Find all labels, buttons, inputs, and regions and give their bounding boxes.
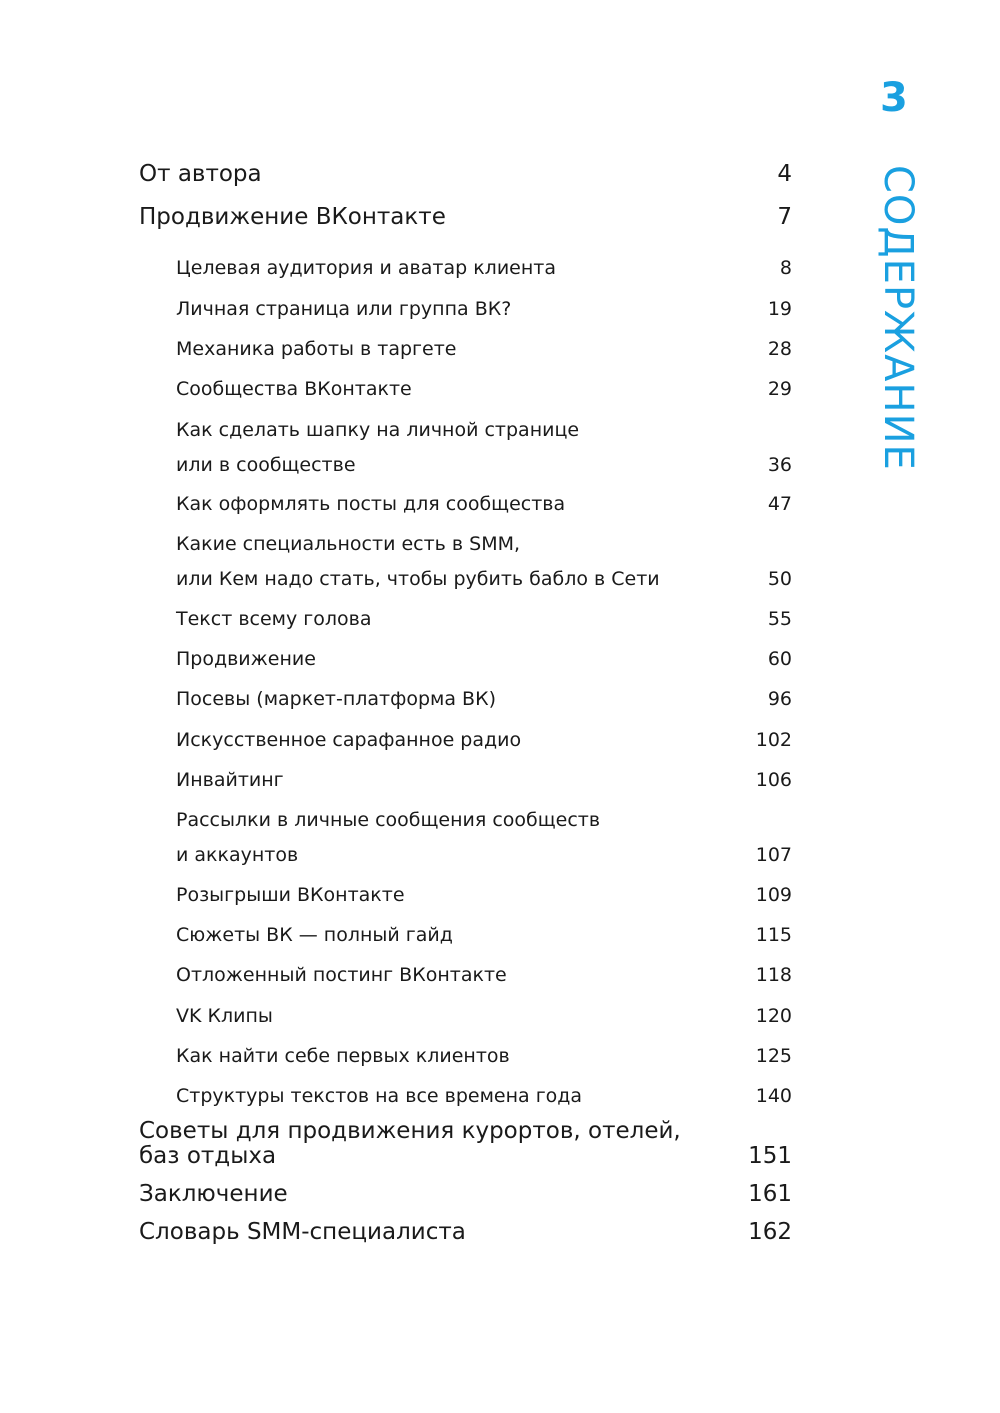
toc-entry-title: Как оформлять посты для сообщества [176, 493, 566, 515]
toc-entry-title: Заключение [139, 1181, 288, 1207]
toc-entry-page: 7 [777, 204, 792, 230]
toc-entry-page: 36 [767, 454, 792, 476]
toc-entry-title: Целевая аудитория и аватар клиента [176, 257, 556, 279]
toc-entry-title: Искусственное сарафанное радио [176, 729, 522, 751]
toc-entry-title: От автора [139, 161, 262, 187]
toc-entry-page: 8 [779, 257, 792, 279]
toc-entry-title: баз отдыха [139, 1143, 277, 1169]
toc-entry-page: 125 [755, 1045, 792, 1067]
toc-entry-title: Как найти себе первых клиентов [176, 1045, 510, 1067]
toc-entry-title: Текст всему голова [176, 608, 372, 630]
toc-entry-page: 50 [767, 568, 792, 590]
toc-entry-title: Инвайтинг [176, 769, 284, 791]
toc-entry-title: Посевы (маркет-платформа ВК) [176, 688, 496, 710]
toc-entry-title: Продвижение [176, 648, 316, 670]
toc-entry-title: Продвижение ВКонтакте [139, 204, 446, 230]
toc-entry-page: 106 [755, 769, 792, 791]
toc-entry-title: Рассылки в личные сообщения сообществ [176, 809, 601, 831]
toc-entry-page: 60 [767, 648, 792, 670]
toc-entry-page: 162 [748, 1219, 792, 1245]
toc-entry-title: Сюжеты ВК — полный гайд [176, 924, 453, 946]
toc-entry-page: 4 [777, 161, 792, 187]
toc-entry-page: 140 [755, 1085, 792, 1107]
toc-entry-title: Отложенный постинг ВКонтакте [176, 964, 507, 986]
toc-entry-page: 28 [767, 338, 792, 360]
page-number: 3 [880, 75, 908, 121]
toc-entry-title: или Кем надо стать, чтобы рубить бабло в Сети [176, 568, 660, 590]
toc-entry-title: Личная страница или группа ВК? [176, 298, 512, 320]
toc-entry-page: 47 [767, 493, 792, 515]
toc-entry-title: Розыгрыши ВКонтакте [176, 884, 405, 906]
toc-entry-page: 151 [748, 1143, 792, 1169]
toc-entry-page: 29 [767, 378, 792, 400]
toc-entry-title: Сообщества ВКонтакте [176, 378, 412, 400]
toc-entry-page: 107 [755, 844, 792, 866]
toc-entry-page: 115 [755, 924, 792, 946]
toc-entry-title: Словарь SMM-специалиста [139, 1219, 466, 1245]
toc-entry-page: 19 [767, 298, 792, 320]
toc-entry-title: Механика работы в таргете [176, 338, 457, 360]
toc-entry-page: 102 [755, 729, 792, 751]
toc-entry-page: 161 [748, 1181, 792, 1207]
toc-entry-title: или в сообществе [176, 454, 356, 476]
toc-entry-title: Советы для продвижения курортов, отелей, [139, 1118, 681, 1144]
toc-entry-page: 55 [767, 608, 792, 630]
section-title-vertical: СОДЕРЖАНИЕ [875, 165, 921, 471]
toc-entry-page: 96 [767, 688, 792, 710]
toc-entry-title: Как сделать шапку на личной странице [176, 419, 580, 441]
toc-entry-title: и аккаунтов [176, 844, 299, 866]
toc-entry-page: 118 [755, 964, 792, 986]
toc-entry-title: VK Клипы [176, 1005, 273, 1027]
toc-entry-title: Какие специальности есть в SMM, [176, 533, 521, 555]
toc-entry-title: Структуры текстов на все времена года [176, 1085, 583, 1107]
toc-entry-page: 120 [755, 1005, 792, 1027]
toc-entry-page: 109 [755, 884, 792, 906]
